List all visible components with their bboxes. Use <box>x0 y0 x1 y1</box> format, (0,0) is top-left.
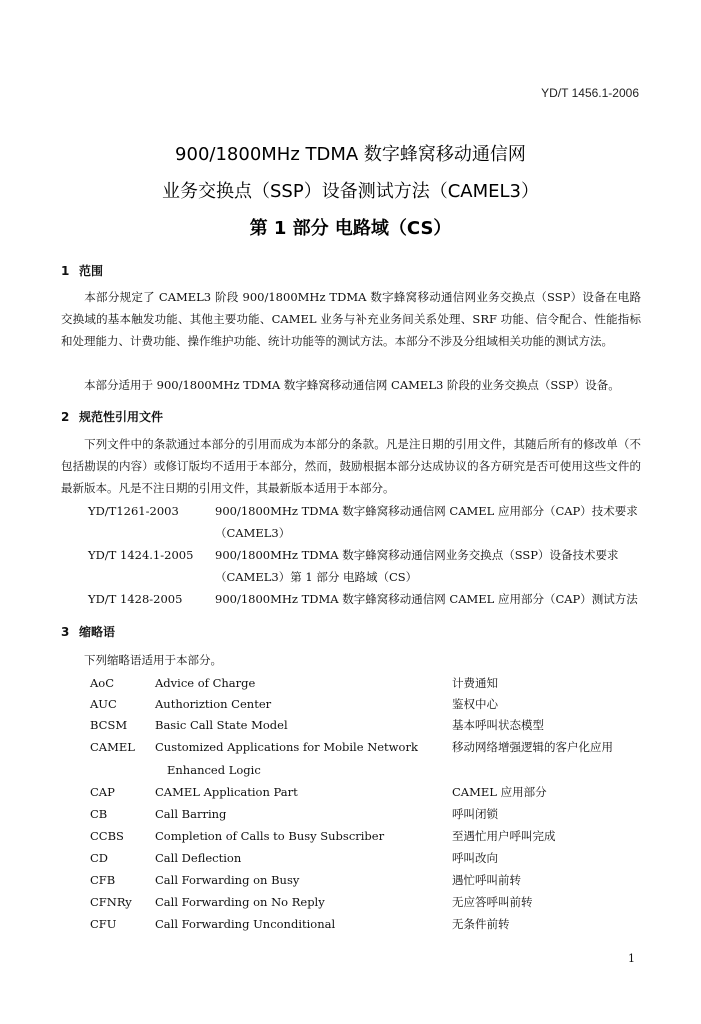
section-3-intro: 下列缩略语适用于本部分。 <box>84 653 222 667</box>
section-title: 规范性引用文件 <box>79 410 164 424</box>
chinese-term: CAMEL 应用部分 <box>452 785 547 799</box>
paragraph-text: 本部分适用于 900/1800MHz TDMA 数字蜂窝移动通信网 CAMEL3 阶段的业务交换点（SSP）设备。 <box>84 378 620 392</box>
abbreviation: BCSM <box>90 718 128 732</box>
section-1-paragraph-1 <box>61 286 641 352</box>
section-1-heading <box>61 262 103 279</box>
section-2-heading <box>61 408 163 425</box>
chinese-term: 移动网络增强逻辑的客户化应用 <box>452 740 613 754</box>
section-number: 1 <box>61 264 70 278</box>
english-term: Call Forwarding on No Reply <box>155 895 325 909</box>
english-term: Advice of Charge <box>155 676 256 690</box>
abbreviation: CCBS <box>90 829 124 843</box>
english-term: Call Barring <box>155 807 227 821</box>
abbreviation: CFB <box>90 873 116 887</box>
abbreviation: CD <box>90 851 109 865</box>
abbreviation: CAP <box>90 785 115 799</box>
section-1-paragraph-2 <box>61 374 641 396</box>
reference-code: YD/T1261-2003 <box>88 504 179 518</box>
abbreviation: CB <box>90 807 108 821</box>
english-term: CAMEL Application Part <box>155 785 298 799</box>
english-term: Authoriztion Center <box>155 697 272 711</box>
section-number: 2 <box>61 410 70 424</box>
section-title: 范围 <box>79 264 104 278</box>
standard-number: YD/T 1456.1-2006 <box>541 86 639 100</box>
reference-title: 900/1800MHz TDMA 数字蜂窝移动通信网业务交换点（SSP）设备技术要求（CAMEL3）第 1 部分 电路域（CS） <box>215 548 619 584</box>
reference-code: YD/T 1428-2005 <box>88 592 183 606</box>
english-term: Call Forwarding on Busy <box>155 873 300 887</box>
reference-title: 900/1800MHz TDMA 数字蜂窝移动通信网 CAMEL 应用部分（CAP）测试方法 <box>215 592 638 606</box>
abbreviation: CFNRy <box>90 895 132 909</box>
section-title: 缩略语 <box>79 625 116 639</box>
english-term: Completion of Calls to Busy Subscriber <box>155 829 385 843</box>
chinese-term: 基本呼叫状态模型 <box>452 718 544 732</box>
section-number: 3 <box>61 625 70 639</box>
page-number: 1 <box>628 952 635 965</box>
abbreviation: CAMEL <box>90 740 135 754</box>
title-line-3: 第 1 部分 电路域（CS） <box>249 218 452 239</box>
reference-title: 900/1800MHz TDMA 数字蜂窝移动通信网 CAMEL 应用部分（CAP）技术要求（CAMEL3） <box>215 504 638 540</box>
chinese-term: 鉴权中心 <box>452 697 498 711</box>
paragraph-text: 本部分规定了 CAMEL3 阶段 900/1800MHz TDMA 数字蜂窝移动通信网业务交换点（SSP）设备在电路交换域的基本触发功能、其他主要功能、CAMEL 业务与补充业务间关系处理、SRF 功能、信令配合、性能指标和处理能力、计费功能、操作维护功能、统计功能等的测试方法。本部分不涉及分组域相关功能的测试方法。 <box>61 290 641 348</box>
chinese-term: 遇忙呼叫前转 <box>452 873 521 887</box>
english-term: Call Deflection <box>155 851 242 865</box>
chinese-term: 计费通知 <box>452 676 498 690</box>
section-3-heading <box>61 623 115 640</box>
paragraph-text: 下列文件中的条款通过本部分的引用而成为本部分的条款。凡是注日期的引用文件，其随后所有的修改单（不包括勘误的内容）或修订版均不适用于本部分，然而，鼓励根据本部分达成协议的各方研究是否可使用这些文件的最新版本。凡是不注日期的引用文件，其最新版本适用于本部分。 <box>61 437 641 495</box>
reference-code: YD/T 1424.1-2005 <box>88 548 194 562</box>
abbreviation: CFU <box>90 917 117 931</box>
chinese-term: 无条件前转 <box>452 917 510 931</box>
section-2-paragraph <box>61 433 641 499</box>
title-line-2: 业务交换点（SSP）设备测试方法（CAMEL3） <box>162 181 539 202</box>
english-term: Call Forwarding Unconditional <box>155 917 336 931</box>
chinese-term: 至遇忙用户呼叫完成 <box>452 829 556 843</box>
chinese-term: 呼叫改向 <box>452 851 498 865</box>
english-term: Customized Applications for Mobile Network <box>155 740 418 754</box>
title-line-1: 900/1800MHz TDMA 数字蜂窝移动通信网 <box>175 144 526 165</box>
english-term-continuation: Enhanced Logic <box>167 763 261 777</box>
chinese-term: 无应答呼叫前转 <box>452 895 533 909</box>
abbreviation: AUC <box>90 697 117 711</box>
english-term: Basic Call State Model <box>155 718 288 732</box>
chinese-term: 呼叫闭锁 <box>452 807 498 821</box>
abbreviation: AoC <box>90 676 115 690</box>
